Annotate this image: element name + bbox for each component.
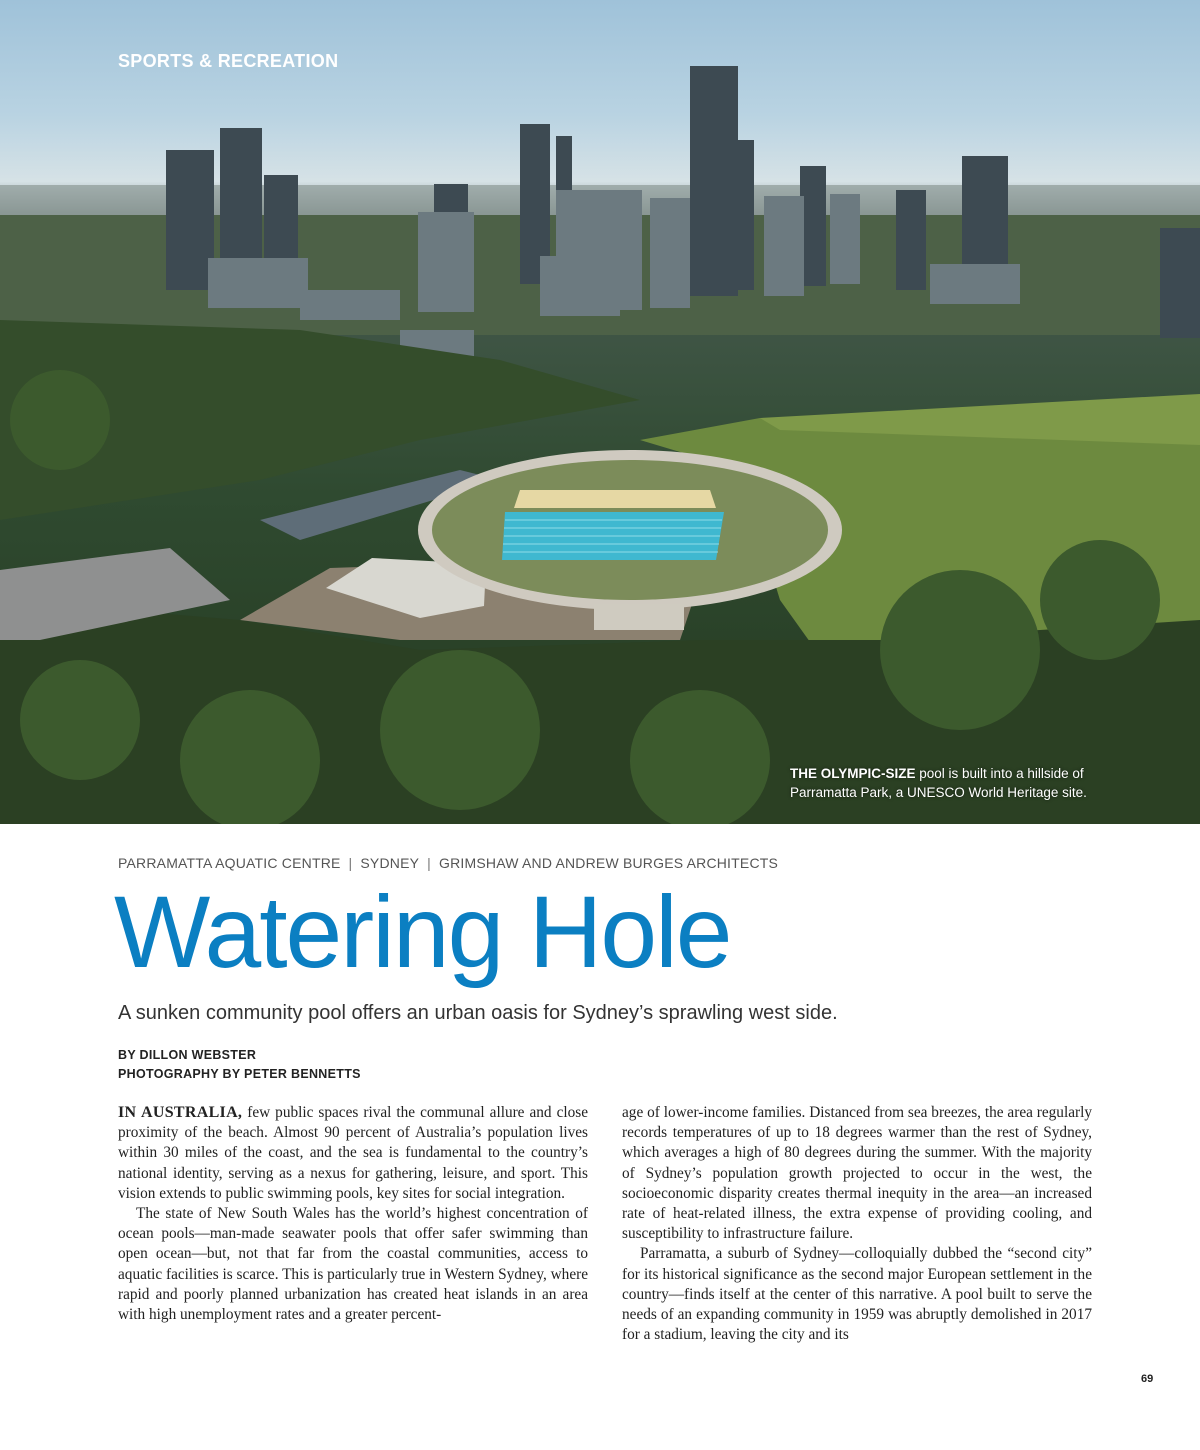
page-number: 69 [1141, 1373, 1154, 1385]
caption-text: pool is built into a hillside of Parramatta Park, a UNESCO World Heritage site. [790, 766, 1087, 800]
kicker-architects: GRIMSHAW AND ANDREW BURGES ARCHITECTS [439, 855, 779, 871]
body-paragraph: Parramatta, a suburb of Sydney—colloquially dubbed the “second city” for its historical significance as the second major European settlement in the country—finds itself at the center of this narrative. A pool built to serve the needs of an expanding community in 1959 was abruptly demolished in 2017 for a stadium, leaving the city and its [622, 1245, 1092, 1344]
article-title: Watering Hole [114, 875, 731, 989]
byline-photographer: PHOTOGRAPHY BY PETER BENNETTS [118, 1067, 361, 1081]
body-column-right [622, 1103, 1092, 1345]
photo-caption [790, 764, 1150, 802]
byline [118, 1046, 361, 1084]
byline-author: BY DILLON WEBSTER [118, 1048, 257, 1062]
lead-in: IN AUSTRALIA, [118, 1104, 243, 1121]
caption-lead: THE OLYMPIC-SIZE [790, 766, 916, 781]
article-dek: A sunken community pool offers an urban oasis for Sydney’s sprawling west side. [118, 1002, 838, 1024]
kicker-separator: | [348, 855, 353, 871]
paragraph-text: few public spaces rival the communal allure and close proximity of the beach. Almost 90 percent of Australia’s population lives within 30 miles of the coast, and the sea is fundamental to the country’s national identity, serving as a nexus for gathering, leisure, and sport. This vision extends to public swimming pools, key sites for social integration. [118, 1104, 589, 1202]
body-paragraph [118, 1103, 588, 1204]
body-paragraph: age of lower-income families. Distanced from sea breezes, the area regularly records temperatures of up to 18 degrees warmer than the rest of Sydney, which averages a high of 80 degrees during the summer. With the majority of Sydney’s population growth projected to occur in the west, the socioeconomic disparity creates thermal inequity in the area—an increased rate of heat-related illness, the extra expense of providing cooling, and susceptibility to infrastructure failure. [622, 1104, 1092, 1243]
kicker-project: PARRAMATTA AQUATIC CENTRE [118, 855, 341, 871]
section-tag: SPORTS & RECREATION [118, 51, 339, 71]
body-paragraph: The state of New South Wales has the world’s highest concentration of ocean pools—man-made seawater pools that offer safer swimming than open ocean—but, not that far from the coastal communities, access to aquatic facilities is scarce. This is particularly true in Western Sydney, where rapid and poorly planned urbanization has created heat islands in an area with high unemployment rates and a greater percent- [118, 1205, 588, 1324]
body-column-left [118, 1103, 588, 1325]
kicker-separator: | [427, 855, 432, 871]
kicker-city: SYDNEY [360, 855, 420, 871]
article-kicker [118, 855, 778, 871]
